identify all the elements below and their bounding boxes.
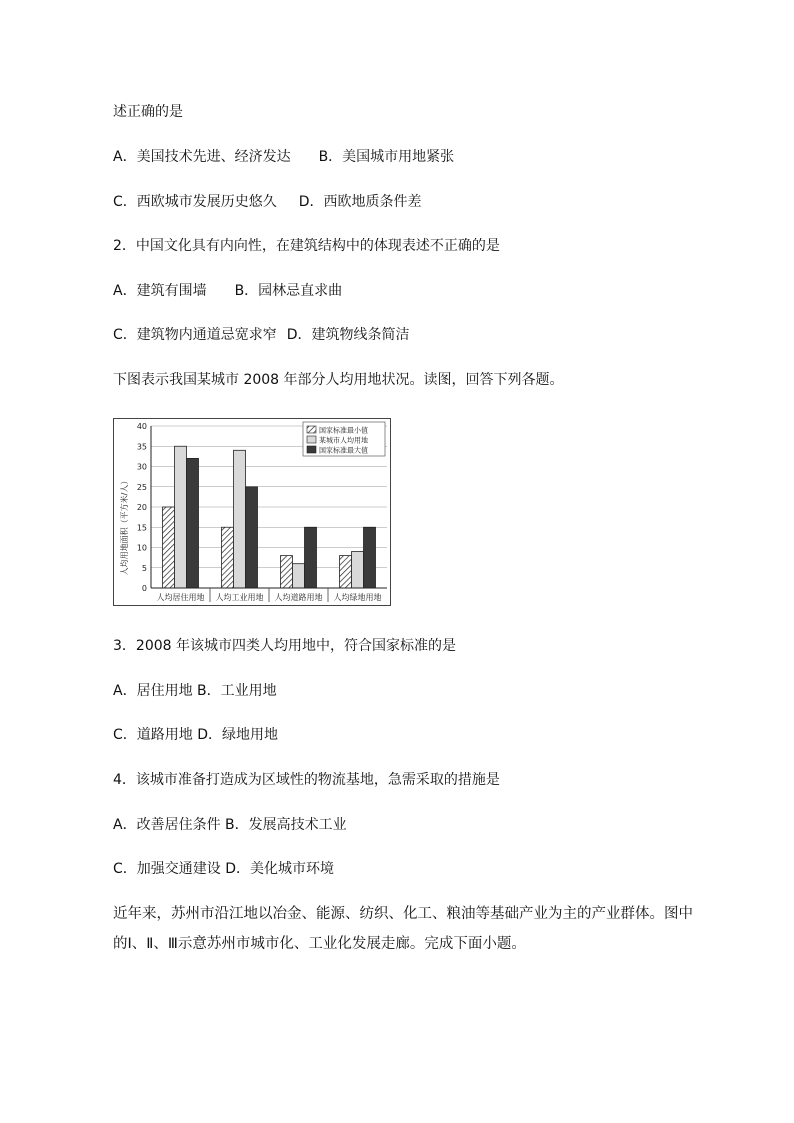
category-label: 人均工业用地 bbox=[215, 593, 264, 602]
category-label: 人均居住用地 bbox=[156, 593, 205, 602]
category-label: 人均绿地用地 bbox=[333, 593, 382, 602]
q4-options-cd: C．加强交通建设 D．美化城市环境 bbox=[113, 861, 335, 877]
y-tick-label: 35 bbox=[136, 442, 147, 452]
chart-intro: 下图表示我国某城市 2008 年部分人均用地状况。读图，回答下列各题。 bbox=[113, 372, 564, 388]
chart-legend bbox=[303, 422, 385, 456]
q3-options-ab: A．居住用地 B．工业用地 bbox=[113, 683, 277, 699]
bar-0-1 bbox=[175, 446, 187, 588]
legend-label-1: 某城市人均用地 bbox=[319, 436, 368, 445]
intro2-line1: 近年来，苏州市沿江地以冶金、能源、纺织、化工、粮油等基础产业为主的产业群体。图中 bbox=[113, 906, 693, 922]
q2-options-cd bbox=[113, 325, 410, 345]
q4-options-ab: A．改善居住条件 B．发展高技术工业 bbox=[113, 817, 347, 833]
q3-stem: 3．2008 年该城市四类人均用地中，符合国家标准的是 bbox=[113, 638, 456, 654]
q2-option-b: B．园林忌直求曲 bbox=[234, 283, 343, 299]
q1-options-ab bbox=[113, 147, 454, 167]
q2-option-a: A．建筑有围墙 bbox=[113, 283, 207, 299]
category-label: 人均道路用地 bbox=[274, 593, 323, 602]
bar-1-1 bbox=[234, 450, 246, 588]
bar-3-0 bbox=[340, 556, 352, 588]
legend-swatch-0 bbox=[307, 426, 316, 433]
intro2-line2: 的Ⅰ、Ⅱ、Ⅲ示意苏州市城市化、工业化发展走廊。完成下面小题。 bbox=[113, 936, 526, 952]
legend-label-2: 国家标准最大值 bbox=[319, 446, 368, 455]
q1-option-a: A．美国技术先进、经济发达 bbox=[113, 149, 291, 165]
q3-options-cd: C．道路用地 D．绿地用地 bbox=[113, 727, 279, 743]
y-tick-label: 40 bbox=[136, 422, 147, 431]
bar-2-2 bbox=[305, 527, 317, 588]
y-tick-label: 10 bbox=[136, 543, 147, 553]
q4-stem: 4．该城市准备打造成为区域性的物流基地，急需采取的措施是 bbox=[113, 772, 500, 788]
q2-option-d: D．建筑物线条简洁 bbox=[286, 327, 410, 343]
bar-0-2 bbox=[187, 458, 199, 588]
y-tick-label: 15 bbox=[136, 523, 147, 533]
bar-1-0 bbox=[222, 527, 234, 588]
y-axis-label: 人均用地面积（平方米/人） bbox=[120, 476, 129, 576]
bar-3-1 bbox=[352, 552, 364, 588]
legend-label-0: 国家标准最小值 bbox=[319, 426, 368, 435]
q1-option-c: C．西欧城市发展历史悠久 bbox=[113, 194, 277, 210]
bar-0-0 bbox=[163, 507, 175, 588]
q2-options-ab bbox=[113, 281, 342, 301]
bar-2-0 bbox=[281, 556, 293, 588]
legend-swatch-1 bbox=[307, 436, 316, 443]
bar-3-2 bbox=[364, 527, 376, 588]
q2-option-c: C．建筑物内通道忌宽求窄 bbox=[113, 327, 277, 343]
land-use-bar-chart bbox=[113, 418, 391, 606]
chart-svg bbox=[113, 418, 391, 606]
q2-stem: 2．中国文化具有内向性，在建筑结构中的体现表述不正确的是 bbox=[113, 238, 500, 254]
y-tick-label: 5 bbox=[141, 563, 147, 573]
y-tick-label: 30 bbox=[136, 462, 147, 472]
q1-option-d: D．西欧地质条件差 bbox=[298, 194, 422, 210]
y-tick-label: 0 bbox=[141, 584, 147, 593]
legend-swatch-2 bbox=[307, 446, 316, 453]
q1-option-b: B．美国城市用地紧张 bbox=[318, 149, 455, 165]
q1-options-cd bbox=[113, 192, 422, 212]
bar-2-1 bbox=[293, 564, 305, 588]
y-tick-label: 20 bbox=[136, 503, 147, 512]
y-tick-label: 25 bbox=[136, 482, 147, 492]
q1-stem-continuation: 述正确的是 bbox=[113, 104, 183, 120]
bar-1-2 bbox=[246, 487, 258, 588]
